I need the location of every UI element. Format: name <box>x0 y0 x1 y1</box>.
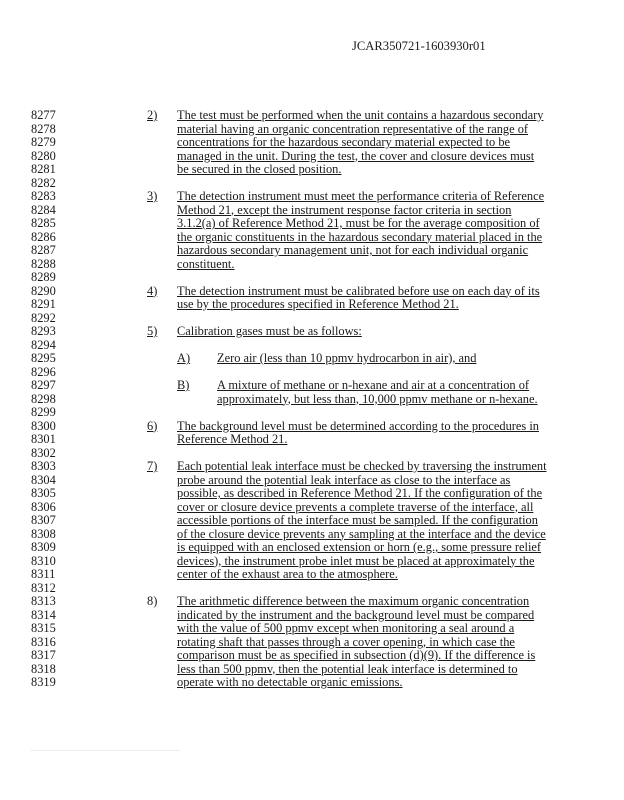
line-number: 8284 <box>31 202 56 217</box>
line-number: 8302 <box>31 445 56 460</box>
paragraph-label: 4) <box>147 283 158 298</box>
paragraph-text-line: material having an organic concentration representative of the range of <box>177 121 529 136</box>
line-number: 8292 <box>31 310 56 325</box>
line-number: 8287 <box>31 243 56 257</box>
paragraph-text-line: A mixture of methane or n-hexane and air at a concentration of <box>217 378 530 392</box>
line-number: 8311 <box>31 567 56 581</box>
paragraph-text-line: managed in the unit. During the test, the cover and closure devices must <box>177 148 535 163</box>
paragraph-text-line: Method 21, except the instrument response factor criteria in section <box>177 202 512 217</box>
line-number: 8285 <box>31 216 56 230</box>
line-number: 8303 <box>31 459 56 473</box>
paragraph-text-line: Calibration gases must be as follows: <box>177 324 362 338</box>
line-number: 8279 <box>31 135 56 149</box>
paragraph-text-line: accessible portions of the interface must be sampled. If the configuration <box>177 513 538 527</box>
paragraph-text-line: possible, as described in Reference Method 21. If the configuration of the <box>177 486 543 500</box>
paragraph-label: 5) <box>147 324 158 338</box>
paragraph-text-line: cover or closure device prevents a complete traverse of the interface, all <box>177 499 534 514</box>
paragraph-text-line: Each potential leak interface must be checked by traversing the instrument <box>177 459 547 473</box>
line-number: 8315 <box>31 621 56 635</box>
line-number: 8300 <box>31 418 56 433</box>
line-number: 8289 <box>31 270 56 284</box>
paragraph-text-line: The test must be performed when the unit contains a hazardous secondary <box>177 108 544 122</box>
line-number: 8277 <box>31 108 56 122</box>
paragraph-text-line: be secured in the closed position. <box>177 162 342 176</box>
line-number: 8290 <box>31 283 56 298</box>
paragraph-text-line: probe around the potential leak interface as close to the interface as <box>177 472 511 487</box>
line-number: 8295 <box>31 351 56 365</box>
line-number: 8318 <box>31 661 56 676</box>
line-number: 8286 <box>31 229 56 244</box>
paragraph-label: 2) <box>147 108 158 122</box>
paragraph-text-line: less than 500 ppmv, then the potential leak interface is determined to <box>177 661 518 676</box>
line-number: 8283 <box>31 189 56 203</box>
line-number: 8314 <box>31 607 56 622</box>
line-number: 8308 <box>31 526 56 541</box>
footer-rule <box>30 750 180 751</box>
paragraph-text-line: is equipped with an enclosed extension or horn (e.g., some pressure relief <box>177 540 542 554</box>
paragraph-label: 3) <box>147 189 158 203</box>
line-number: 8310 <box>31 553 56 568</box>
paragraph-text-line: rotating shaft that passes through a cover opening, in which case the <box>177 634 515 649</box>
paragraph-text-line: of the closure device prevents any sampling at the interface and the device <box>177 526 546 541</box>
paragraph-text-line: indicated by the instrument and the background level must be compared <box>177 607 535 622</box>
line-number: 8317 <box>31 648 56 662</box>
paragraph-text-line: The arithmetic difference between the maximum organic concentration <box>177 594 530 608</box>
line-number: 8298 <box>31 391 56 406</box>
line-number: 8296 <box>31 364 56 379</box>
line-number: 8291 <box>31 297 56 311</box>
line-number: 8307 <box>31 513 56 527</box>
line-number: 8306 <box>31 499 56 514</box>
paragraph-text-line: Reference Method 21. <box>177 432 288 446</box>
paragraph-text-line: center of the exhaust area to the atmosphere. <box>177 567 398 581</box>
paragraph-text-line: hazardous secondary management unit, not for each individual organic <box>177 243 529 257</box>
line-number: 8280 <box>31 148 56 163</box>
paragraph-text-line: 3.1.2(a) of Reference Method 21, must be for the average composition of <box>177 216 540 230</box>
line-number: 8294 <box>31 337 56 352</box>
line-number: 8313 <box>31 594 56 608</box>
paragraph-text-line: approximately, but less than, 10,000 ppmv methane or n-hexane. <box>217 391 538 406</box>
paragraph-label: A) <box>177 351 191 365</box>
line-number: 8282 <box>31 175 56 190</box>
line-number: 8304 <box>31 472 56 487</box>
line-number: 8312 <box>31 580 56 595</box>
paragraph-label: 8) <box>147 594 158 608</box>
paragraph-text-line: Zero air (less than 10 ppmv hydrocarbon in air), and <box>217 351 477 365</box>
line-number: 8301 <box>31 432 56 446</box>
line-number: 8309 <box>31 540 56 554</box>
paragraph-text-line: operate with no detectable organic emissions. <box>177 675 403 689</box>
paragraph-text-line: The detection instrument must be calibrated before use on each day of its <box>177 283 540 298</box>
paragraph-text-line: constituent. <box>177 256 235 271</box>
paragraph-text-line: use by the procedures specified in Reference Method 21. <box>177 297 459 311</box>
line-number: 8316 <box>31 634 56 649</box>
paragraph-text-line: with the value of 500 ppmv except when monitoring a seal around a <box>177 621 515 635</box>
paragraph-text-line: comparison must be as specified in subsection (d)(9). If the difference is <box>177 648 536 662</box>
line-number: 8293 <box>31 324 56 338</box>
document-id-header: JCAR350721-1603930r01 <box>352 39 486 53</box>
paragraph-text-line: the organic constituents in the hazardous secondary material placed in the <box>177 229 543 244</box>
line-number: 8299 <box>31 405 56 419</box>
line-number: 8319 <box>31 675 56 689</box>
line-number: 8305 <box>31 486 56 500</box>
line-number: 8288 <box>31 256 56 271</box>
line-number: 8278 <box>31 121 56 136</box>
paragraph-text-line: concentrations for the hazardous secondary material expected to be <box>177 135 511 149</box>
line-number: 8281 <box>31 162 56 176</box>
paragraph-label: B) <box>177 378 190 392</box>
paragraph-label: 7) <box>147 459 158 473</box>
paragraph-text-line: The background level must be determined according to the procedures in <box>177 418 539 433</box>
paragraph-label: 6) <box>147 418 158 433</box>
paragraph-text-line: The detection instrument must meet the performance criteria of Reference <box>177 189 545 203</box>
paragraph-text-line: devices), the instrument probe inlet must be placed at approximately the <box>177 553 535 568</box>
line-number: 8297 <box>31 378 56 392</box>
